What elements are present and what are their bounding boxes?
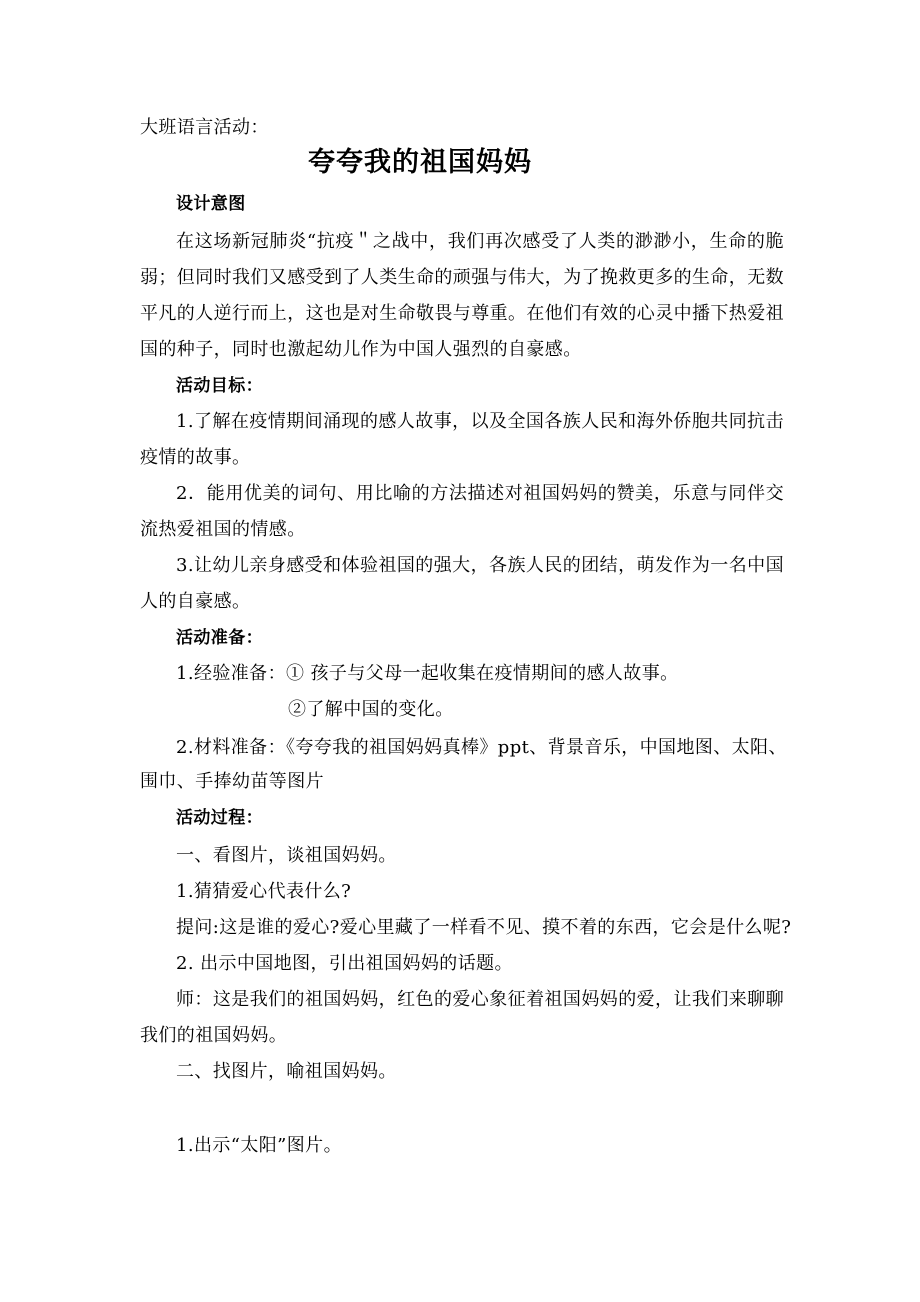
experience-prep-2: ②了解中国的变化。 bbox=[288, 699, 454, 720]
design-intent-heading: 设计意图 bbox=[176, 194, 246, 214]
process-step-2: 二、找图片，喻祖国妈妈。 bbox=[176, 1061, 397, 1082]
material-prep: 2.材料准备：《夸夸我的祖国妈妈真棒》ppt、背景音乐，中国地图、太阳、 bbox=[176, 737, 787, 758]
goals-heading: 活动目标： bbox=[176, 376, 263, 396]
goal-item-2: 2．能用优美的词句、用比喻的方法描述对祖国妈妈的赞美，乐意与同伴交 bbox=[176, 483, 784, 504]
process-step-1-1: 1.猜猜爱心代表什么? bbox=[176, 881, 352, 902]
design-intent-line: 平凡的人逆行而上，这也是对生命敬畏与尊重。在他们有效的心灵中播下热爱祖 bbox=[140, 303, 784, 324]
page-title: 夸夸我的祖国妈妈 bbox=[308, 147, 532, 178]
activity-category-label: 大班语言活动： bbox=[140, 117, 269, 138]
material-prep-cont: 围巾、手捧幼苗等图片 bbox=[140, 771, 324, 792]
process-step-1-2: 2. 出示中国地图，引出祖国妈妈的话题。 bbox=[176, 953, 513, 974]
teacher-speech-cont: 我们的祖国妈妈。 bbox=[140, 1025, 288, 1046]
process-step-1: 一、看图片，谈祖国妈妈。 bbox=[176, 845, 397, 866]
design-intent-line: 在这场新冠肺炎“抗疫＂之战中，我们再次感受了人类的渺渺小，生命的脆 bbox=[176, 231, 784, 252]
goal-item-1: 1.了解在疫情期间涌现的感人故事，以及全国各族人民和海外侨胞共同抗击 bbox=[176, 411, 784, 432]
preparation-heading: 活动准备： bbox=[176, 628, 263, 648]
goal-item-1-cont: 疫情的故事。 bbox=[140, 447, 251, 468]
process-heading: 活动过程： bbox=[176, 808, 263, 828]
goal-item-3: 3.让幼儿亲身感受和体验祖国的强大，各族人民的团结，萌发作为一名中国 bbox=[176, 555, 784, 576]
goal-item-3-cont: 人的自豪感。 bbox=[140, 591, 251, 612]
design-intent-line: 弱；但同时我们又感受到了人类生命的顽强与伟大，为了挽救更多的生命，无数 bbox=[140, 267, 784, 288]
process-step-2-1: 1.出示“太阳”图片。 bbox=[176, 1135, 342, 1156]
process-question: 提问:这是谁的爱心?爱心里藏了一样看不见、摸不着的东西，它会是什么呢? bbox=[176, 917, 792, 938]
goal-item-2-cont: 流热爱祖国的情感。 bbox=[140, 519, 306, 540]
experience-prep-1: 1.经验准备：① 孩子与父母一起收集在疫情期间的感人故事。 bbox=[176, 663, 679, 684]
teacher-speech: 师：这是我们的祖国妈妈，红色的爱心象征着祖国妈妈的爱，让我们来聊聊 bbox=[176, 989, 784, 1010]
design-intent-line: 国的种子，同时也激起幼儿作为中国人强烈的自豪感。 bbox=[140, 339, 582, 360]
